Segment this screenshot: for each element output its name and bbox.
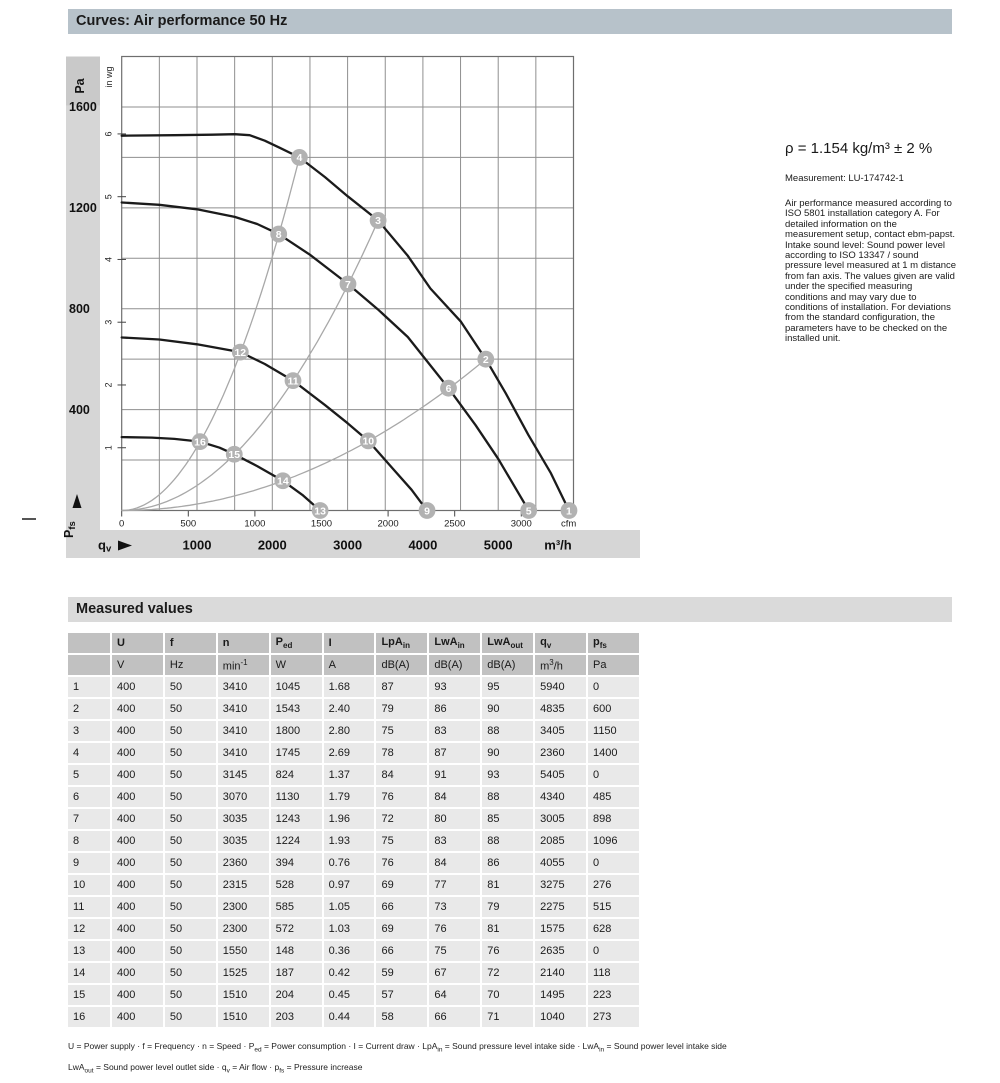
table-row-7: 7 400 50 3035 1243 1.96 72 80 85 3005 898	[68, 809, 639, 829]
operating-point-16	[192, 433, 209, 450]
svg-text:4: 4	[103, 256, 114, 262]
svg-text:1: 1	[103, 445, 114, 451]
svg-text:14: 14	[276, 475, 289, 488]
system-curve-2	[122, 220, 378, 510]
svg-text:6: 6	[103, 131, 114, 137]
svg-text:2: 2	[103, 382, 114, 388]
table-row-9: 9 400 50 2360 394 0.76 76 84 86 4055 0	[68, 853, 639, 873]
inwg-ticks	[104, 131, 127, 450]
operating-point-8	[270, 226, 287, 243]
svg-text:2000: 2000	[377, 518, 399, 530]
measured-values-table	[66, 631, 641, 1029]
svg-text:3000: 3000	[510, 518, 532, 530]
operating-point-15	[226, 446, 243, 463]
qv-axis-symbol: qv	[98, 537, 112, 555]
table-row-4: 4 400 50 3410 1745 2.69 78 87 90 2360 1400	[68, 743, 639, 763]
operating-point-5	[520, 502, 537, 519]
operating-point-14	[274, 472, 291, 489]
svg-text:10: 10	[362, 435, 375, 448]
svg-text:3000: 3000	[333, 537, 363, 553]
inwg-unit-label: in wg	[104, 66, 114, 88]
operating-point-4	[291, 149, 308, 166]
measured-values-section-title	[68, 597, 952, 622]
operating-point-7	[340, 276, 357, 293]
operating-point-13	[312, 502, 329, 519]
table-row-3: 3 400 50 3410 1800 2.80 75 83 88 3405 1150	[68, 721, 639, 741]
table-footnote	[68, 1038, 968, 1079]
svg-text:12: 12	[234, 346, 247, 359]
operating-point-9	[419, 502, 436, 519]
cfm-axis	[119, 511, 576, 530]
table-units-row: V Hz $\min^{-1}$ W A dB(A) dB(A) dB(A) $m^3/h$ Pa	[68, 655, 639, 675]
svg-text:3: 3	[375, 215, 382, 228]
svg-text:0: 0	[119, 518, 125, 530]
table-row-10: 10 400 50 2315 528 0.97 69 77 81 3275 276	[68, 875, 639, 895]
footnote-line-1: U = Power supply · f = Frequency · n = Speed · $P_{ed}$ = Power consumption · I = Current draw · LpA$_{in}$ = Sound pressure level intake side · LwA$_{in}$ = Sound power level intake side	[68, 1041, 727, 1054]
svg-text:16: 16	[194, 436, 206, 449]
fan-curve-2	[122, 203, 529, 511]
svg-text:2500: 2500	[444, 518, 466, 530]
svg-text:1: 1	[566, 505, 572, 518]
table-row-13: 13 400 50 1550 148 0.36 66 75 76 2635 0	[68, 941, 639, 961]
table-row-6: 6 400 50 3070 1130 1.79 76 84 88 4340 485	[68, 787, 639, 807]
table-row-11: 11 400 50 2300 585 1.05 66 73 79 2275 515	[68, 897, 639, 917]
operating-point-3	[370, 212, 387, 229]
svg-text:800: 800	[69, 301, 90, 316]
svg-text:15: 15	[228, 449, 241, 462]
svg-text:11: 11	[287, 375, 299, 388]
system-curve-3	[122, 359, 486, 510]
operating-point-10	[360, 432, 377, 449]
air-density-value: ρ = 1.154 kg/m³ ± 2 %	[785, 140, 933, 157]
svg-text:9: 9	[424, 505, 430, 518]
table-header-row: U f n $P_{ed}$ I LpA$_{in}$ LwA$_{in}$ LwA$_{out}$ $q_v$ $p_{fs}$	[68, 633, 639, 653]
svg-text:7: 7	[345, 278, 351, 291]
svg-text:4: 4	[296, 152, 303, 165]
table-row-12: 12 400 50 2300 572 1.03 69 76 81 1575 628	[68, 919, 639, 939]
measurement-reference: Measurement: LU-174742-1	[785, 173, 904, 184]
table-row-1: 1 400 50 3410 1045 1.68 87 93 95 5940 0	[68, 677, 639, 697]
svg-text:5000: 5000	[483, 537, 513, 553]
operating-point-1	[561, 502, 578, 519]
operating-point-2	[477, 351, 494, 368]
svg-text:5: 5	[103, 194, 114, 200]
svg-text:13: 13	[314, 505, 326, 518]
table-row-14: 14 400 50 1525 187 0.42 59 67 72 2140 118	[68, 963, 639, 983]
svg-text:5: 5	[525, 505, 532, 518]
svg-text:m³/h: m³/h	[544, 537, 572, 553]
svg-text:2000: 2000	[257, 537, 287, 553]
svg-text:8: 8	[275, 228, 282, 241]
pa-unit-label: Pa	[73, 78, 87, 94]
pfs-axis-symbol: Pfs	[62, 521, 78, 538]
svg-text:6: 6	[445, 382, 452, 395]
svg-text:400: 400	[69, 402, 90, 417]
svg-text:4000: 4000	[408, 537, 438, 553]
svg-text:500: 500	[180, 518, 197, 530]
table-row-5: 5 400 50 3145 824 1.37 84 91 93 5405 0	[68, 765, 639, 785]
curves-section-title-text: Curves: Air performance 50 Hz	[76, 13, 288, 29]
svg-text:1500: 1500	[310, 518, 333, 530]
measurement-disclaimer: Air performance measured according to ISO 5801 installation category A. For detailed information on the measurement setup, contact ebm-papst. Intake sound level: Sound power level according to ISO 13347 / sound pressure level measured at 1 m distance from fan axis. The values given are valid under the specified measuring conditions and may vary due to conditions of installation. For deviations from the standard configuration, the parameters have to be checked on the installed unit.	[785, 198, 957, 345]
footnote-line-2: LwA$_{out}$ = Sound power level outlet side · $q_v$ = Air flow · $p_{fs}$ = Pressure increase	[68, 1061, 363, 1075]
table-row-2: 2 400 50 3410 1543 2.40 79 86 90 4835 600	[68, 699, 639, 719]
table-row-8: 8 400 50 3035 1224 1.93 75 83 88 2085 1096	[68, 831, 639, 851]
svg-text:cfm: cfm	[561, 518, 577, 530]
operating-point-6	[440, 380, 457, 397]
svg-text:1200: 1200	[69, 201, 97, 216]
svg-text:1000: 1000	[244, 518, 266, 530]
table-row-16: 16 400 50 1510 203 0.44 58 66 71 1040 273	[68, 1007, 639, 1027]
svg-text:1000: 1000	[182, 537, 212, 553]
svg-text:1600: 1600	[69, 100, 97, 115]
side-note	[785, 140, 957, 345]
operating-point-11	[285, 372, 302, 389]
table-row-15: 15 400 50 1510 204 0.45 57 64 70 1495 223	[68, 985, 639, 1005]
measured-values-title-text: Measured values	[76, 601, 193, 617]
svg-text:2: 2	[482, 353, 489, 366]
operating-point-12	[232, 344, 249, 361]
svg-text:3: 3	[103, 319, 114, 325]
